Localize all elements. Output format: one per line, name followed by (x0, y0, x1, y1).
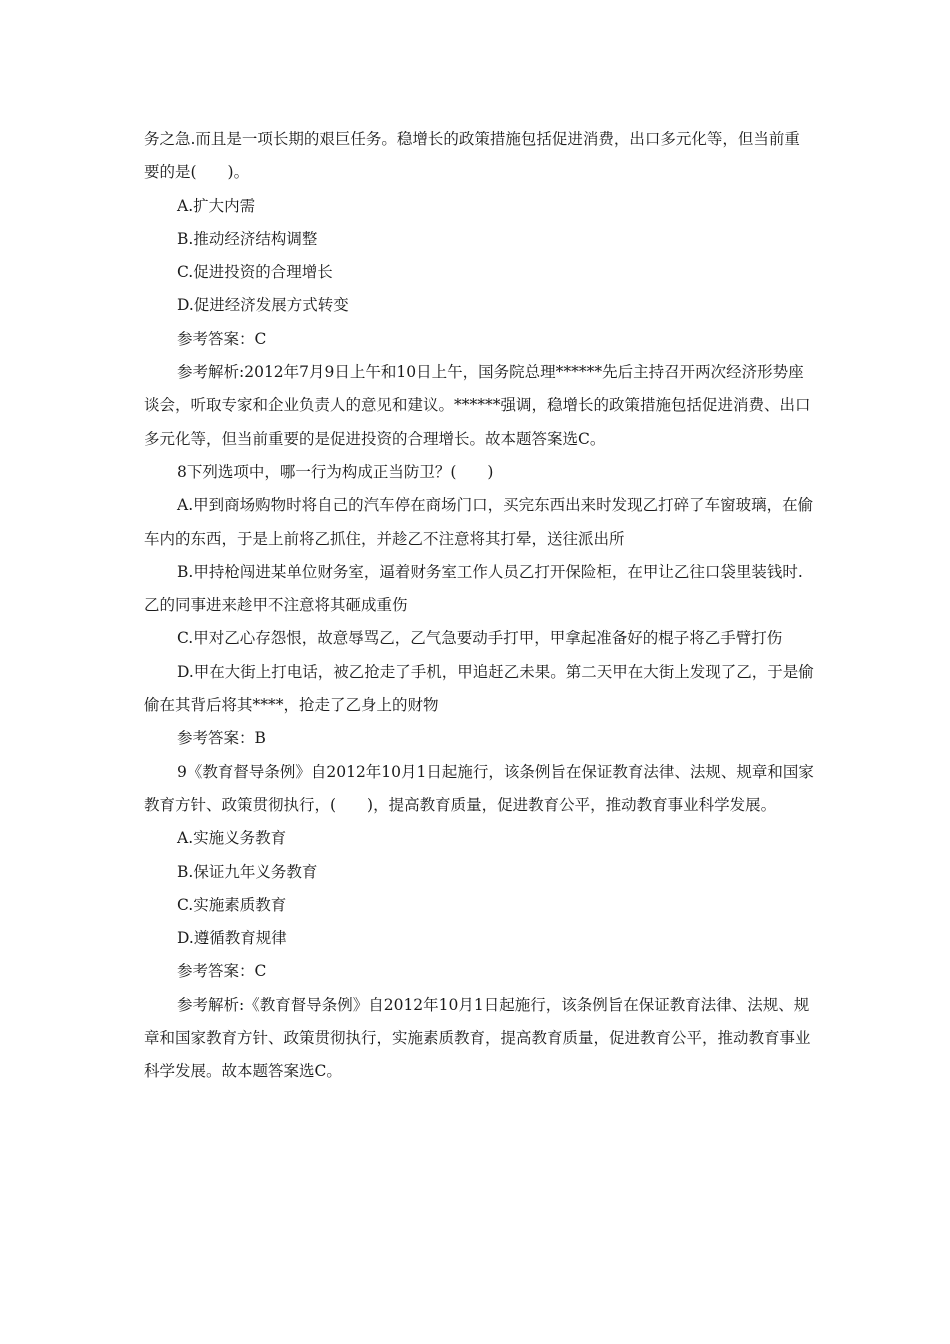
q8-option-a: A.甲到商场购物时将自己的汽车停在商场门口，买完东西出来时发现乙打碎了车窗玻璃，在偷车内的东西，于是上前将乙抓住，并趁乙不注意将其打晕，送往派出所 (144, 496, 814, 548)
q9-option-b: B.保证九年义务教育 (177, 862, 318, 881)
q9-option-c: C.实施素质教育 (177, 895, 287, 914)
q8-option-b: B.甲持枪闯进某单位财务室，逼着财务室工作人员乙打开保险柜，在甲让乙往口袋里装钱时.乙的同事进来趁甲不注意将其砸成重伤 (144, 562, 803, 615)
q7-analysis: 参考解析:2012年7月9日上午和10日上午，国务院总理******先后主持召开两次经济形势座谈会，听取专家和企业负责人的意见和建议。******强调，稳增长的政策措施包括促进消费、出口多元化等，但当前重要的是促进投资的合理增长。故本题答案选C。 (144, 363, 811, 448)
q8-option-c: C.甲对乙心存怨恨，故意辱骂乙，乙气急要动手打甲，甲拿起准备好的棍子将乙手臂打伤 (177, 629, 783, 648)
q8-option-d: D.甲在大街上打电话，被乙抢走了手机，甲追赶乙未果。第二天甲在大街上发现了乙，于是偷偷在其背后将其****，抢走了乙身上的财物 (144, 662, 814, 715)
q9-stem: 9《教育督导条例》自2012年10月1日起施行，该条例旨在保证教育法律、法规、规章和国家教育方针、政策贯彻执行，( )，提高教育质量，促进教育公平，推动教育事业科学发展。 (144, 762, 814, 814)
document-body (144, 123, 814, 1089)
q8-stem: 8下列选项中，哪一行为构成正当防卫？( ) (177, 462, 494, 481)
q9-option-a: A.实施义务教育 (177, 829, 287, 848)
q9-option-d: D.遵循教育规律 (177, 929, 287, 948)
q7-answer: 参考答案：C (177, 329, 267, 348)
q9-analysis: 参考解析:《教育督导条例》自2012年10月1日起施行，该条例旨在保证教育法律、法规、规章和国家教育方针、政策贯彻执行，实施素质教育，提高教育质量，促进教育公平，推动教育事业科学发展。故本题答案选C。 (144, 995, 811, 1081)
q7-stem-continuation: 务之急.而且是一项长期的艰巨任务。稳增长的政策措施包括促进消费，出口多元化等，但当前重要的是( )。 (144, 130, 800, 182)
q8-answer: 参考答案：B (177, 729, 266, 748)
q7-option-c: C.促进投资的合理增长 (177, 263, 333, 282)
q7-option-b: B.推动经济结构调整 (177, 229, 318, 248)
q7-option-d: D.促进经济发展方式转变 (177, 296, 349, 315)
q7-option-a: A.扩大内需 (177, 196, 256, 215)
q9-answer: 参考答案：C (177, 962, 267, 981)
